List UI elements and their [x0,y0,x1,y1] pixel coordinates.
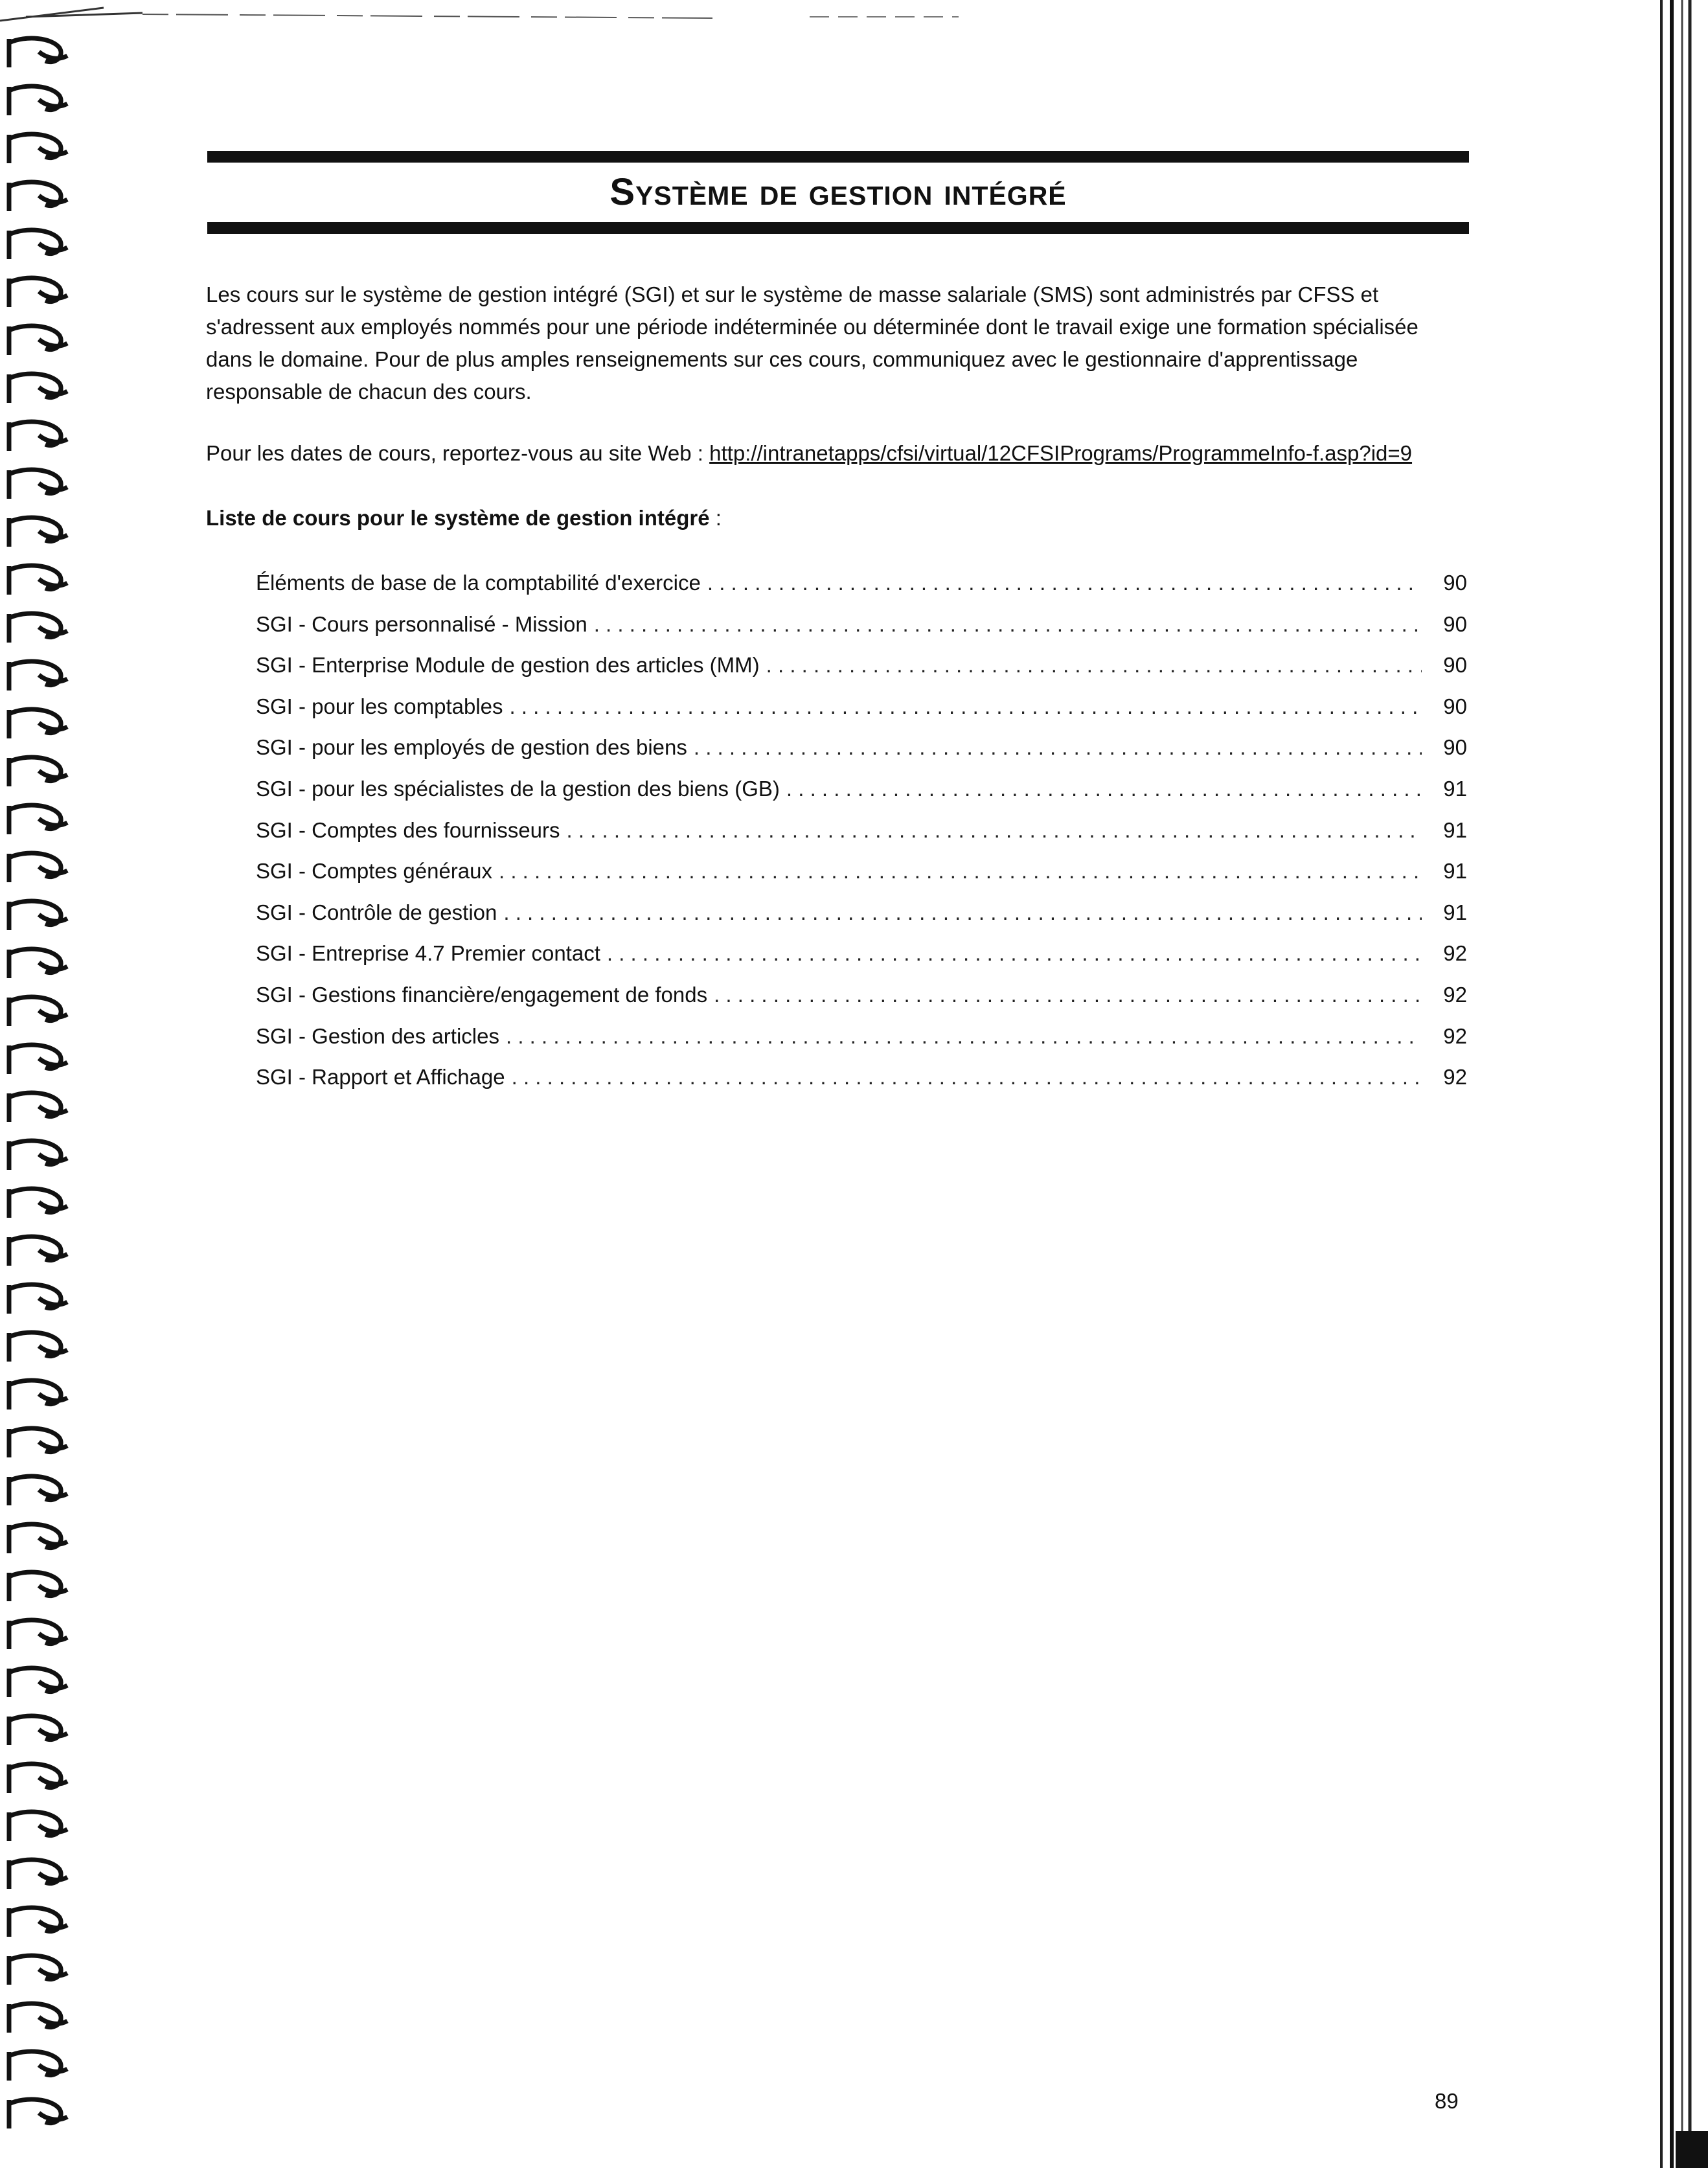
course-title: SGI - Entreprise 4.7 Premier contact [256,941,600,966]
dot-leader [512,1056,1422,1098]
course-list-heading [206,502,722,534]
page-number: 89 [1435,2089,1459,2113]
course-page: 90 [1443,735,1467,760]
course-entry [256,974,1467,1016]
course-page: 90 [1443,694,1467,718]
course-page: 91 [1443,776,1467,801]
dot-leader [714,974,1422,1016]
course-title: SGI - Gestion des articles [256,1023,499,1048]
course-title: SGI - pour les spécialistes de la gestion des biens (GB) [256,776,780,801]
course-title: SGI - Gestions financière/engagement de fonds [256,982,708,1007]
course-title: SGI - Contrôle de gestion [256,900,497,924]
course-page: 92 [1443,941,1467,966]
dot-leader [506,1016,1422,1057]
course-page: 91 [1443,817,1467,842]
course-list-heading-colon: : [709,506,722,530]
intro-paragraph [206,279,1475,408]
dot-leader [510,686,1422,727]
course-entry [256,1016,1467,1057]
dot-leader [503,892,1422,933]
dot-leader [607,933,1422,974]
page-title: Système de gestion intégré [609,171,1067,213]
dot-leader [707,562,1422,604]
course-title: SGI - Comptes généraux [256,859,492,884]
title-rule-bottom [207,222,1469,234]
dot-leader [567,810,1422,851]
course-page: 91 [1443,900,1467,924]
spiral-binding [0,26,91,2157]
course-page: 90 [1443,653,1467,678]
course-page: 90 [1443,571,1467,595]
intro-line: responsable de chacun des cours. [206,380,532,404]
course-title: SGI - Enterprise Module de gestion des articles (MM) [256,653,760,678]
intro-line: Les cours sur le système de gestion intégré (SGI) et sur le système de masse salariale (SMS) sont administrés par CFSS et [206,282,1379,306]
course-entry [256,850,1467,892]
course-title: SGI - Rapport et Affichage [256,1065,505,1090]
course-title: SGI - pour les comptables [256,694,503,718]
course-list [256,562,1467,1098]
course-page: 92 [1443,1065,1467,1090]
dot-leader [766,645,1422,686]
course-title: Éléments de base de la comptabilité d'exercice [256,571,701,595]
course-entry [256,892,1467,933]
course-dates-link[interactable]: http://intranetapps/cfsi/virtual/12CFSIPrograms/ProgrammeInfo-f.asp?id=9 [709,441,1413,465]
course-dates-label: Pour les dates de cours, reportez-vous au site Web : [206,441,703,465]
course-entry [256,1056,1467,1098]
dot-leader [499,850,1422,892]
course-entry [256,768,1467,810]
course-page: 91 [1443,859,1467,884]
course-page: 92 [1443,982,1467,1007]
course-entry [256,645,1467,686]
course-entry [256,562,1467,604]
title-rule-top [207,151,1469,163]
course-title: SGI - Comptes des fournisseurs [256,817,560,842]
intro-line: dans le domaine. Pour de plus amples renseignements sur ces cours, communiquez avec le gestionnaire d'apprentissage [206,347,1358,371]
course-title: SGI - Cours personnalisé - Mission [256,611,587,636]
course-entry [256,604,1467,645]
course-entry [256,727,1467,768]
intro-line: s'adressent aux employés nommés pour une période indéterminée ou déterminée dont le travail exige une formation spécialisée [206,315,1418,339]
course-list-heading-text: Liste de cours pour le système de gestion intégré [206,506,710,530]
course-dates-line [206,437,1412,470]
dot-leader [594,604,1422,645]
course-entry [256,686,1467,727]
course-title: SGI - pour les employés de gestion des biens [256,735,687,760]
course-entry [256,810,1467,851]
page-edge-right [1650,0,1708,2168]
course-page: 92 [1443,1023,1467,1048]
scan-edge-top [0,0,1708,45]
dot-leader [694,727,1422,768]
course-page: 90 [1443,611,1467,636]
dot-leader [786,768,1422,810]
course-entry [256,933,1467,974]
